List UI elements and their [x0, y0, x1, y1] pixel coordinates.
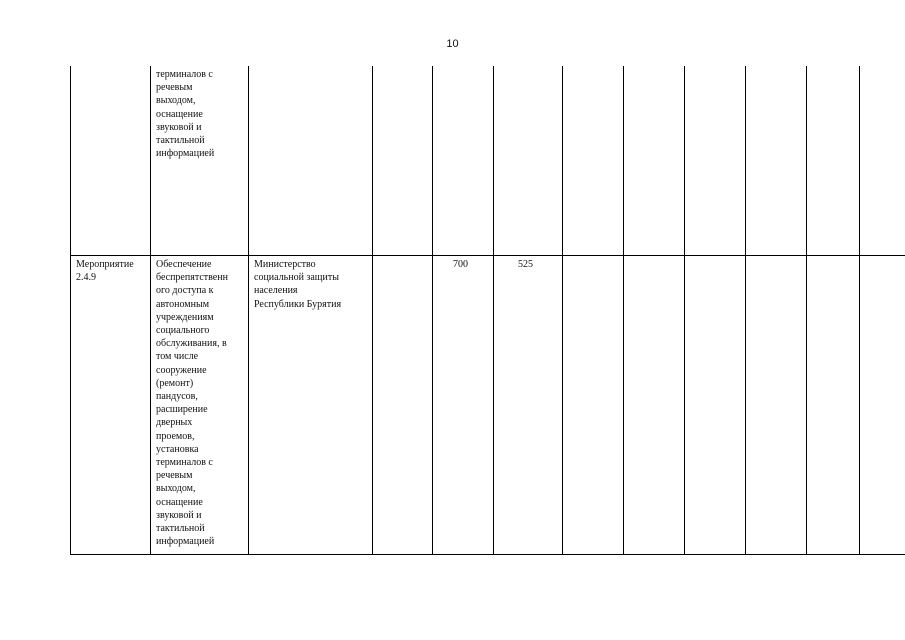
code-line: Мероприятие [76, 259, 134, 270]
description-line: речевым [156, 82, 193, 94]
description-line: автономным [156, 298, 210, 310]
value-cell [494, 66, 563, 256]
empty-cell [624, 256, 685, 555]
empty-cell [860, 66, 905, 256]
description-cell [151, 66, 249, 256]
description-line: информацией [156, 536, 215, 548]
description-line: дверных [156, 417, 193, 429]
description-line: ого доступа к [156, 285, 214, 297]
executor-line: Министерство [254, 259, 316, 270]
program-table [70, 66, 905, 555]
empty-cell [746, 256, 807, 555]
description-cell [151, 256, 249, 555]
empty-cell [624, 66, 685, 256]
empty-cell [860, 256, 905, 555]
executor-line: населения [254, 285, 298, 297]
description-line: тактильной [156, 135, 205, 147]
description-line: оснащение [156, 108, 203, 120]
description-line: (ремонт) [156, 377, 194, 389]
executor-cell [249, 256, 373, 555]
description-line: терминалов с [156, 69, 213, 80]
value-cell-700: 700 [433, 256, 494, 555]
executor-line: Республики Бурятия [254, 298, 342, 310]
code-line: 2.4.9 [76, 272, 96, 284]
description-line: звуковой и [156, 121, 202, 133]
description-line: учреждениям [156, 311, 214, 323]
table-row-continued [71, 66, 905, 256]
description-line: информацией [156, 148, 215, 160]
empty-cell [373, 66, 433, 256]
description-line: обслуживания, в [156, 338, 227, 350]
description-line: расширение [156, 404, 208, 416]
description-line: установка [156, 443, 199, 455]
page-number: 10 [446, 38, 459, 50]
description-line: Обеспечение [156, 259, 212, 270]
description-line: пандусов, [156, 391, 198, 403]
description-line: социального [156, 325, 210, 337]
empty-cell [685, 256, 746, 555]
empty-cell [373, 256, 433, 555]
empty-cell [746, 66, 807, 256]
table-row-measure [71, 256, 905, 555]
empty-cell [807, 256, 860, 555]
description-line: оснащение [156, 496, 203, 508]
description-line: терминалов с [156, 457, 213, 469]
value-cell-525: 525 [494, 256, 563, 555]
executor-line: социальной защиты [254, 272, 339, 284]
description-line: сооружение [156, 364, 207, 376]
empty-cell [563, 66, 624, 256]
description-line: речевым [156, 470, 193, 482]
description-line: проемов, [156, 430, 195, 442]
executor-cell [249, 66, 373, 256]
value-cell [433, 66, 494, 256]
code-cell [71, 256, 151, 555]
description-line: тактильной [156, 523, 205, 535]
description-line: том числе [156, 351, 199, 363]
description-line: выходом, [156, 95, 196, 107]
description-line: звуковой и [156, 509, 202, 521]
description-line: беспрепятственн [156, 272, 228, 284]
code-cell [71, 66, 151, 256]
empty-cell [807, 66, 860, 256]
empty-cell [563, 256, 624, 555]
description-line: выходом, [156, 483, 196, 495]
empty-cell [685, 66, 746, 256]
